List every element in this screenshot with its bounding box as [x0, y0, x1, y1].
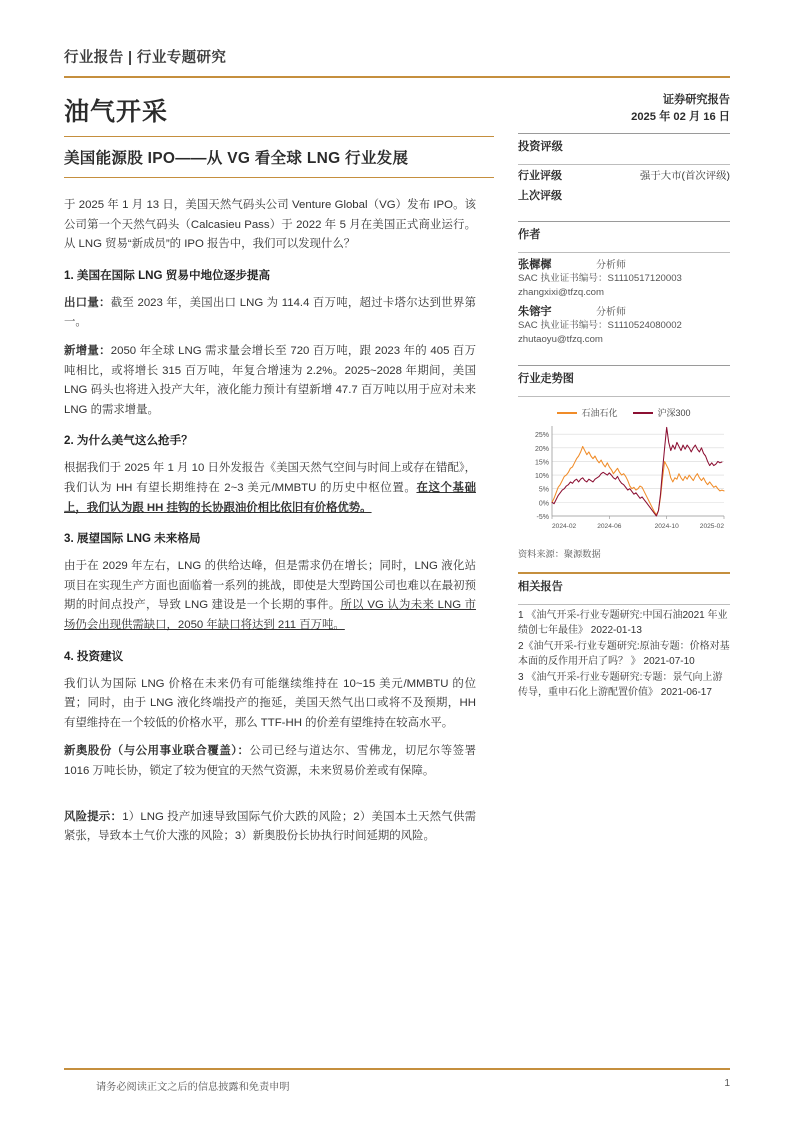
- author-role: 分析师: [596, 307, 626, 319]
- report-date: 2025 年 02 月 16 日: [631, 111, 730, 124]
- section-3-underlined: 所以 VG 认为未来 LNG 市场仍会出现供需缺口，2050 年缺口将达到 211 百万吨。: [64, 599, 476, 631]
- legend-label-series-0: 石油石化: [581, 408, 618, 419]
- svg-text:20%: 20%: [534, 446, 549, 454]
- author-email[interactable]: zhutaoyu@tfzq.com: [518, 334, 603, 346]
- section-3-text: 由于在 2029 年左右，LNG 的供给达峰，但是需求仍在增长；同时，LNG 液化站项目在实现生产方面也面临着一系列的挑战，即使是大型跨国公司也难以在最初预期的时间点投产，导致 LNG 建设是一个长期的事件。: [64, 560, 476, 612]
- report-type-label: 证券研究报告: [662, 94, 730, 106]
- footer-page-number: 1: [724, 1078, 730, 1089]
- header-divider-mid: [64, 136, 494, 137]
- rating-row-previous: [518, 185, 730, 205]
- svg-text:25%: 25%: [534, 432, 549, 440]
- header-divider-top: [64, 76, 730, 78]
- section-5-paragraph: [64, 742, 476, 781]
- trend-section-title: 行业走势图: [518, 373, 574, 386]
- section-1-text: 截至 2023 年，美国出口 LNG 为 114.4 百万吨，超过卡塔尔达到世界第一。: [64, 296, 476, 329]
- author-sac: SAC 执业证书编号：S1110517120003: [518, 273, 682, 285]
- legend-item-series-0: [557, 406, 617, 419]
- legend-swatch-series-1: [633, 412, 653, 414]
- authors-section-title: 作者: [518, 229, 541, 242]
- author-email[interactable]: zhangxixi@tfzq.com: [518, 287, 604, 299]
- rating-row-previous-label: 上次评级: [518, 190, 562, 203]
- svg-text:0%: 0%: [538, 500, 549, 508]
- sidebar-divider-6: [518, 396, 730, 397]
- svg-text:2024-06: 2024-06: [597, 523, 622, 531]
- section-1-lead: 出口量：: [64, 296, 111, 309]
- svg-text:15%: 15%: [534, 459, 549, 467]
- related-section-title: 相关报告: [518, 580, 563, 593]
- section-2-text: 根据我们于 2025 年 1 月 10 日外发报告《美国天然气空间与时间上或存在错配》，我们认为 HH 有望长期维持在 2~3 美元/MMBTU 的历史中枢位置。: [64, 462, 476, 494]
- section-1-heading: 1. 美国在国际 LNG 贸易中地位逐步提高: [64, 268, 271, 282]
- intro-paragraph: 于 2025 年 1 月 13 日，美国天然气码头公司 Venture Global（VG）发布 IPO。该公司第一个天然气码头（Calcasieu Pass）于 2022 年 5 月在美国正式商业运行。从 LNG 贸易“新成员”的 IPO 报告中，我们可以发现什么？: [64, 199, 476, 251]
- author-entry: [518, 256, 730, 300]
- chart-legend: [518, 401, 730, 420]
- risk-text: 1）LNG 投产加速导致国际气价大跌的风险；2）美国本土天然气供需紧张，导致本土气价大涨的风险；3）新奥股份长协执行时间延期的风险。: [64, 810, 476, 843]
- section-1b-paragraph: [64, 342, 476, 420]
- risk-paragraph: [64, 808, 476, 847]
- legend-swatch-series-0: [557, 412, 577, 414]
- rating-row-industry: [518, 165, 730, 185]
- author-sac: SAC 执业证书编号：S1110524080002: [518, 320, 682, 332]
- report-sidebar: [518, 92, 730, 701]
- chart-source: 资料来源：聚源数据: [518, 549, 601, 560]
- svg-text:2025-02: 2025-02: [699, 523, 724, 531]
- page-title: 油气开采: [64, 98, 169, 126]
- svg-text:5%: 5%: [538, 486, 549, 494]
- list-item[interactable]: 3 《油气开采-行业专题研究:专题：景气向上游传导，重申石化上游配置价值》 2021-06-17: [518, 671, 723, 698]
- author-name-row: [518, 303, 730, 319]
- section-4-paragraph: 我们认为国际 LNG 价格在未来仍有可能继续维持在 10~15 美元/MMBTU 的位置；同时，由于 LNG 液化终端投产的拖延，美国天然气出口或将不及预期，HH 有望维持在一个较低的价格水平，那么 TTF-HH 的价差有望维持在较高水平。: [64, 677, 476, 729]
- legend-item-series-1: [633, 406, 690, 419]
- risk-lead: 风险提示：: [64, 810, 123, 823]
- section-2-underlined: 在这个基础上，我们认为跟 HH 挂钩的长协跟油价相比依旧有价格优势。: [64, 481, 476, 514]
- author-name: 朱镕宇: [518, 306, 552, 319]
- section-1b-text: 2050 年全球 LNG 需求量会增长至 720 百万吨，跟 2023 年的 405 百万吨相比，或将增长 315 百万吨，年复合增速为 2.2%。2025~2028 年期间，美国 LNG 码头也将进入投产大年，液化能力预计有望新增 47.7 百万吨以用于应对未来 LNG 的需求增量。: [64, 344, 476, 416]
- section-1b-lead: 新增量：: [64, 344, 111, 357]
- svg-text:-5%: -5%: [536, 514, 549, 522]
- svg-text:10%: 10%: [534, 473, 549, 481]
- section-2-heading: 2. 为什么美气这么抢手？: [64, 434, 193, 448]
- section-3-paragraph: [64, 557, 476, 635]
- sidebar-divider-4: [518, 252, 730, 253]
- list-item[interactable]: 1 《油气开采-行业专题研究:中国石油2021 年业绩创七年最佳》 2022-01-13: [518, 609, 728, 636]
- page-subtitle: 美国能源股 IPO——从 VG 看全球 LNG 行业发展: [64, 150, 409, 167]
- section-4-heading: 4. 投资建议: [64, 649, 124, 663]
- rating-section-title: 投资评级: [518, 141, 563, 154]
- legend-label-series-1: 沪深300: [657, 408, 691, 419]
- report-kicker: 行业报告 | 行业专题研究: [64, 50, 227, 66]
- chart-plot-area: [518, 420, 730, 538]
- section-5-text: 公司已经与道达尔、雪佛龙，切尼尔等签署 1016 万吨长协，锁定了较为便宜的天然气资源，未来贸易价差或有保障。: [64, 745, 476, 777]
- rating-row-industry-value: 强于大市(首次评级): [639, 171, 730, 183]
- header-divider-sub: [64, 177, 494, 178]
- author-role: 分析师: [596, 260, 626, 272]
- section-3-heading: 3. 展望国际 LNG 未来格局: [64, 532, 201, 546]
- footer-disclaimer: 请务必阅读正文之后的信息披露和免责申明: [96, 1082, 290, 1093]
- report-body: [64, 196, 476, 856]
- footer-divider: [64, 1068, 730, 1070]
- author-name: 张樨樨: [518, 259, 552, 272]
- rating-row-industry-label: 行业评级: [518, 170, 562, 183]
- section-2-paragraph: [64, 459, 476, 518]
- author-name-row: [518, 256, 730, 272]
- section-5-lead: 新奥股份（与公用事业联合覆盖）：: [64, 745, 250, 758]
- svg-text:2024-10: 2024-10: [654, 523, 679, 531]
- section-1-paragraph: [64, 294, 476, 333]
- sidebar-divider-8: [518, 604, 730, 605]
- author-entry: [518, 303, 730, 347]
- svg-text:2024-02: 2024-02: [552, 523, 577, 531]
- list-item[interactable]: 2《油气开采-行业专题研究:原油专题：价格对基本面的反作用开启了吗？ 》 2021-07-10: [518, 640, 730, 667]
- industry-trend-chart: [518, 401, 730, 560]
- related-reports-list: [518, 608, 730, 700]
